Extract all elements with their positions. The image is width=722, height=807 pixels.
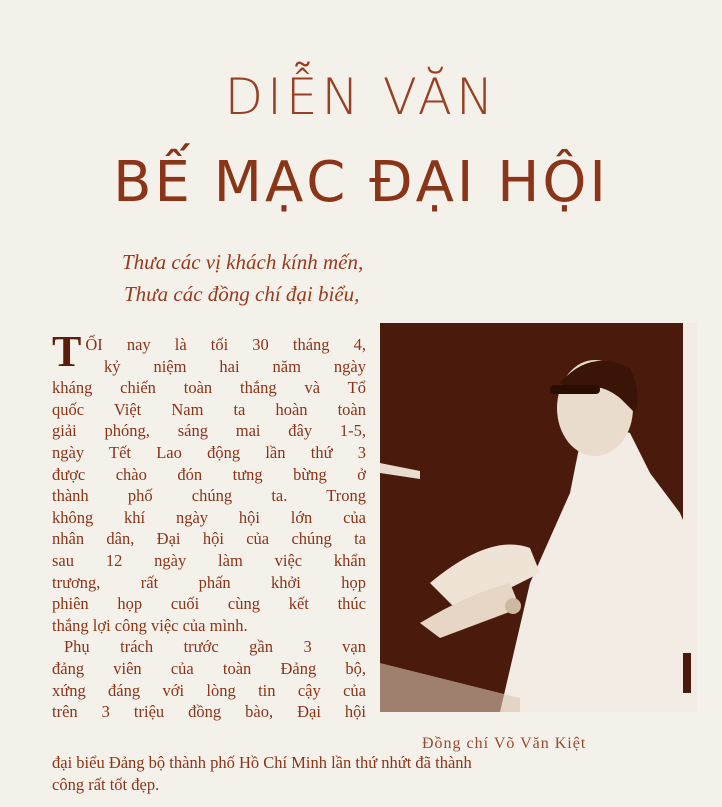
salutation-2: Thưa các đồng chí đại biểu, [124,282,360,306]
text-line: ỐI nay là tối 30 tháng 4, [85,335,366,354]
text-line: xứng đáng với lòng tin cậy của [52,680,366,700]
text-line: kháng chiến toàn thắng và Tổ [52,378,366,398]
text-line: không khí ngày hội lớn của [52,507,366,527]
text-line: kỷ niệm hai năm ngày [104,356,366,376]
drop-cap: T [52,327,82,376]
salutation-1: Thưa các vị khách kính mến, [122,250,364,274]
text-line: thành phố chúng ta. Trong [52,486,366,506]
text-line: đảng viên của toàn Đảng bộ, [52,658,366,678]
title-line-2: BẾ MẠC ĐẠI HỘI [113,150,609,215]
text-line: giải phóng, sáng mai đây 1-5, [52,421,366,441]
text-line: trên 3 triệu đồng bào, Đại hội [52,702,366,722]
text-line: Phụ trách trước gần 3 vạn [64,637,366,657]
text-line: trương, rất phấn khởi họp [52,572,366,592]
text-line: thắng lợi công việc của mình. [52,615,248,635]
full-width-line-1: đại biểu Đảng bộ thành phố Hồ Chí Minh lần thứ nhứt đã thành [52,753,472,772]
photo-caption: Đồng chí Võ Văn Kiệt [422,735,587,752]
text-line: nhân dân, Đại hội của chúng ta [52,529,366,549]
speaker-photo [380,323,697,712]
text-column [52,327,366,723]
text-line: ngày Tết Lao động lần thứ 3 [52,442,366,462]
full-width-line-2: công rất tốt đẹp. [52,775,160,794]
text-line: được chào đón tưng bừng ở [52,464,366,484]
title-line-1: DIỄN VĂN [224,68,498,126]
text-line: quốc Việt Nam ta hoàn toàn [52,399,366,419]
text-line: phiên họp cuối cùng kết thúc [52,594,366,614]
text-line: sau 12 ngày làm việc khẩn [52,550,366,570]
